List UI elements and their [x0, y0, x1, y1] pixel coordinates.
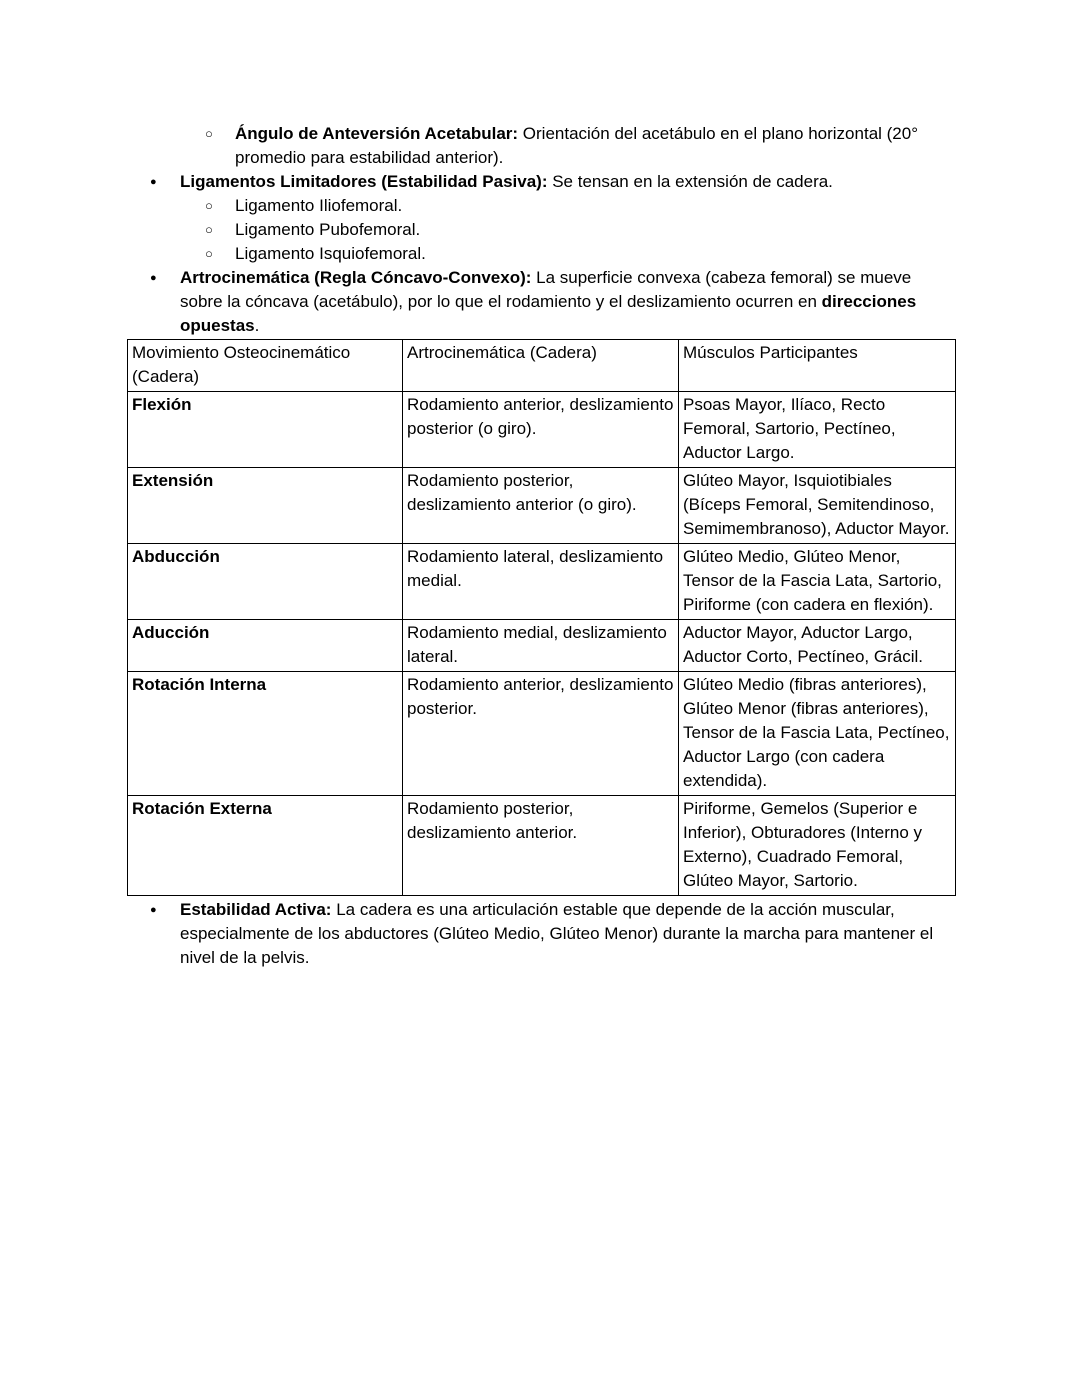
bullet-circle-icon: ○ [205, 222, 213, 237]
cell-arthro: Rodamiento posterior, deslizamiento anterior. [403, 796, 679, 896]
table-row-aduccion [128, 620, 956, 672]
cell-movement: Flexión [128, 392, 403, 468]
table-header-movement: Movimiento Osteocinemático (Cadera) [128, 340, 403, 392]
list-item-pubofemoral [127, 218, 955, 242]
list-item-anteversion [127, 122, 955, 170]
cell-arthro: Rodamiento lateral, deslizamiento medial. [403, 544, 679, 620]
cell-movement: Rotación Interna [128, 672, 403, 796]
table-row-extension [128, 468, 956, 544]
bullet-circle-icon: ○ [205, 246, 213, 261]
table-header-row [128, 340, 956, 392]
cell-arthro: Rodamiento anterior, deslizamiento posterior. [403, 672, 679, 796]
list-item-artrocinematica [127, 266, 955, 338]
body-text: Ligamento Iliofemoral. [235, 196, 403, 215]
list-item-text [235, 218, 955, 242]
bold-tail: direcciones opuestas [180, 292, 917, 335]
body-text: La superficie convexa (cabeza femoral) se mueve sobre la cóncava (acetábulo), por lo que el rodamiento y el deslizamiento ocurren en [180, 268, 912, 311]
cell-muscles: Glúteo Mayor, Isquiotibiales (Bíceps Femoral, Semitendinoso, Semimembranoso), Aductor Mayor. [679, 468, 956, 544]
list-item-text [235, 242, 955, 266]
list-item-text [180, 898, 955, 970]
cell-muscles: Piriforme, Gemelos (Superior e Inferior), Obturadores (Interno y Externo), Cuadrado Femoral, Glúteo Mayor, Sartorio. [679, 796, 956, 896]
bold-lead: Estabilidad Activa: [180, 900, 332, 919]
table-header-arthro: Artrocinemática (Cadera) [403, 340, 679, 392]
bold-lead: Ligamentos Limitadores (Estabilidad Pasiva): [180, 172, 548, 191]
bold-lead: Artrocinemática (Regla Cóncavo-Convexo): [180, 268, 532, 287]
body-text: Ligamento Pubofemoral. [235, 220, 421, 239]
list-item-text [235, 194, 955, 218]
bullet-disc-icon: ● [150, 272, 157, 284]
cell-movement: Extensión [128, 468, 403, 544]
cell-muscles: Aductor Mayor, Aductor Largo, Aductor Corto, Pectíneo, Grácil. [679, 620, 956, 672]
cell-muscles: Psoas Mayor, Ilíaco, Recto Femoral, Sartorio, Pectíneo, Aductor Largo. [679, 392, 956, 468]
list-item-ligamentos [127, 170, 955, 194]
list-item-text [180, 266, 955, 338]
bullet-disc-icon: ● [150, 176, 157, 188]
body-text: Se tensan en la extensión de cadera. [547, 172, 833, 191]
cell-arthro: Rodamiento posterior, deslizamiento anterior (o giro). [403, 468, 679, 544]
cell-arthro: Rodamiento medial, deslizamiento lateral. [403, 620, 679, 672]
cell-movement: Aducción [128, 620, 403, 672]
bold-lead: Ángulo de Anteversión Acetabular: [235, 124, 519, 143]
list-item-estabilidad-activa [127, 898, 955, 970]
cell-movement: Rotación Externa [128, 796, 403, 896]
table-row-abduccion [128, 544, 956, 620]
body-text: Ligamento Isquiofemoral. [235, 244, 426, 263]
list-item-iliofemoral [127, 194, 955, 218]
bullet-disc-icon: ● [150, 904, 157, 916]
body-text: . [254, 316, 260, 335]
cell-arthro: Rodamiento anterior, deslizamiento posterior (o giro). [403, 392, 679, 468]
hip-kinematics-table [127, 339, 956, 896]
cell-movement: Abducción [128, 544, 403, 620]
body-text: Orientación del acetábulo en el plano horizontal (20° promedio para estabilidad anterior). [235, 124, 919, 167]
bullet-circle-icon: ○ [205, 198, 213, 213]
bullet-circle-icon: ○ [205, 126, 213, 141]
table-header-muscles: Músculos Participantes [679, 340, 956, 392]
list-item-text [180, 170, 955, 194]
cell-muscles: Glúteo Medio, Glúteo Menor, Tensor de la Fascia Lata, Sartorio, Piriforme (con cadera en flexión). [679, 544, 956, 620]
table-row-rotacion-externa [128, 796, 956, 896]
list-item-isquiofemoral [127, 242, 955, 266]
table-row-flexion [128, 392, 956, 468]
cell-muscles: Glúteo Medio (fibras anteriores), Glúteo Menor (fibras anteriores), Tensor de la Fascia Lata, Pectíneo, Aductor Largo (con cadera extendida). [679, 672, 956, 796]
list-item-text [235, 122, 955, 170]
table-row-rotacion-interna [128, 672, 956, 796]
body-text: La cadera es una articulación estable que depende de la acción muscular, especialmente de los abductores (Glúteo Medio, Glúteo Menor) durante la marcha para mantener el nivel de la pelvis. [180, 900, 934, 967]
